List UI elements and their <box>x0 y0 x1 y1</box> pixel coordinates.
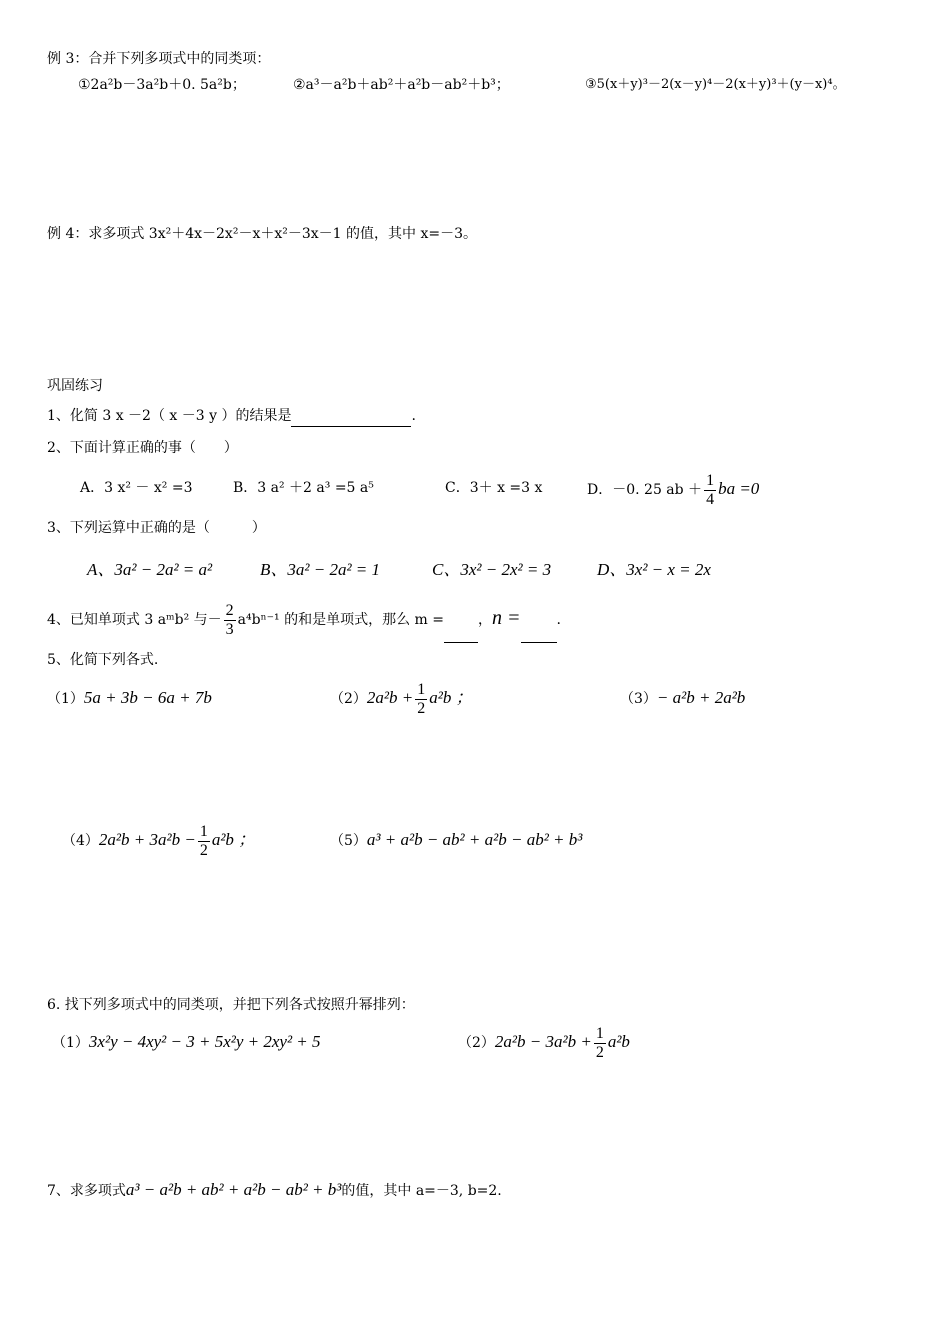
question-7 <box>47 1180 502 1201</box>
item-label: （2） <box>330 691 367 707</box>
question-4 <box>47 596 561 643</box>
answer-blank-n[interactable] <box>521 598 557 643</box>
fraction-numerator: 1 <box>199 822 208 840</box>
question-6-text: 6. 找下列多项式中的同类项，并把下列各式按照升幂排列： <box>47 997 415 1013</box>
q5-expr-5: a³ + a²b − ab² + a²b − ab² + b³ <box>366 830 583 849</box>
q5-item-4 <box>62 818 255 863</box>
question-3-text: 3、下列运算中正确的是（ ） <box>47 520 266 536</box>
question-4-end: . <box>556 612 561 628</box>
q7-expression: a³ − a²b + ab² + a²b − ab² + b³ <box>125 1180 342 1199</box>
example-3-part-3: ③5(x＋y)³－2(x－y)⁴－2(x＋y)³＋(y－x)⁴。 <box>585 77 846 92</box>
q5-expr-2-post: a²b ； <box>429 688 473 707</box>
item-label: （2） <box>458 1035 495 1051</box>
q2-option-d-pre: D．－0. 25 ab ＋ <box>587 482 703 498</box>
q4-fraction <box>224 602 236 639</box>
q2-option-c[interactable]: C．3＋ x =3 x <box>445 480 543 496</box>
q3-option-c[interactable]: C、3x² − 2x² = 3 <box>432 560 552 579</box>
question-1 <box>47 406 416 427</box>
q3-option-d[interactable]: D、3x² − x = 2x <box>597 560 711 579</box>
item-label: （4） <box>62 833 99 849</box>
item-label: （1） <box>47 691 84 707</box>
q5-expr-4-post: a²b ； <box>211 830 256 849</box>
question-4-n: n = <box>492 607 521 629</box>
question-4-mid: a⁴bⁿ⁻¹ 的和是单项式，那么 m = <box>237 612 445 628</box>
q2-option-d[interactable] <box>587 468 759 511</box>
question-1-text: 1、化简 3 x －2（ x －3 y ）的结果是 <box>47 408 292 424</box>
q5-fraction-2 <box>415 681 427 718</box>
q2-option-b[interactable]: B．3 a² ＋2 a³ =5 a⁵ <box>233 480 374 496</box>
answer-blank-1[interactable] <box>291 406 411 427</box>
fraction-denominator: 2 <box>595 1043 604 1061</box>
fraction-denominator: 2 <box>199 841 208 859</box>
item-label: （5） <box>330 833 367 849</box>
fraction-numerator: 2 <box>225 601 234 619</box>
q6-expr-2-post: a²b <box>607 1032 630 1051</box>
q6-fraction <box>594 1025 606 1062</box>
fraction-numerator: 1 <box>706 471 715 489</box>
q6-item-2 <box>458 1020 630 1065</box>
q5-expr-1: 5a + 3b − 6a + 7b <box>83 688 212 707</box>
q2-option-d-post: ba =0 <box>718 479 760 498</box>
fraction-numerator: 1 <box>417 680 426 698</box>
example-3-part-2: ②a³－a²b＋ab²＋a²b－ab²＋b³； <box>293 77 510 93</box>
q3-option-b[interactable]: B、3a² − 2a² = 1 <box>260 560 381 579</box>
fraction-denominator: 4 <box>706 490 715 508</box>
question-7-pre: 7、求多项式 <box>47 1183 126 1199</box>
q3-option-a[interactable]: A、3a² − 2a² = a² <box>87 560 213 579</box>
answer-blank-m[interactable] <box>444 598 478 643</box>
q5-item-3 <box>620 688 745 709</box>
item-label: （3） <box>620 691 657 707</box>
fraction-denominator: 3 <box>225 620 234 638</box>
question-2-text: 2、下面计算正确的事（ ） <box>47 440 238 456</box>
fraction-numerator: 1 <box>595 1024 604 1042</box>
q6-expr-1: 3x²y − 4xy² − 3 + 5x²y + 2xy² + 5 <box>88 1032 321 1051</box>
q5-item-5 <box>330 830 582 851</box>
q6-item-1 <box>52 1032 321 1053</box>
q5-item-2 <box>330 676 473 721</box>
question-7-post: 的值，其中 a=－3, b=2. <box>341 1183 502 1199</box>
question-4-comma: ， <box>478 612 493 628</box>
q6-expr-2-pre: 2a²b − 3a²b + <box>494 1032 592 1051</box>
q5-expr-3: − a²b + 2a²b <box>656 688 746 707</box>
q2-fraction <box>704 472 716 509</box>
practice-title: 巩固练习 <box>47 378 103 394</box>
example-3-title: 例 3：合并下列多项式中的同类项： <box>47 51 271 67</box>
example-4-text: 例 4：求多项式 3x²＋4x－2x²－x＋x²－3x－1 的值，其中 x=－3。 <box>47 226 477 242</box>
example-3-part-1: ①2a²b－3a²b＋0. 5a²b； <box>78 77 246 93</box>
question-1-end: . <box>411 408 416 424</box>
q5-item-1 <box>47 688 212 709</box>
question-5-text: 5、化简下列各式. <box>47 652 159 668</box>
q5-expr-4-pre: 2a²b + 3a²b − <box>98 830 196 849</box>
q2-option-a[interactable]: A．3 x² － x² =3 <box>80 480 193 496</box>
q5-fraction-4 <box>198 823 210 860</box>
fraction-denominator: 2 <box>417 699 426 717</box>
question-4-pre: 4、已知单项式 3 aᵐb² 与－ <box>47 612 222 628</box>
q5-expr-2-pre: 2a²b + <box>366 688 414 707</box>
item-label: （1） <box>52 1035 89 1051</box>
